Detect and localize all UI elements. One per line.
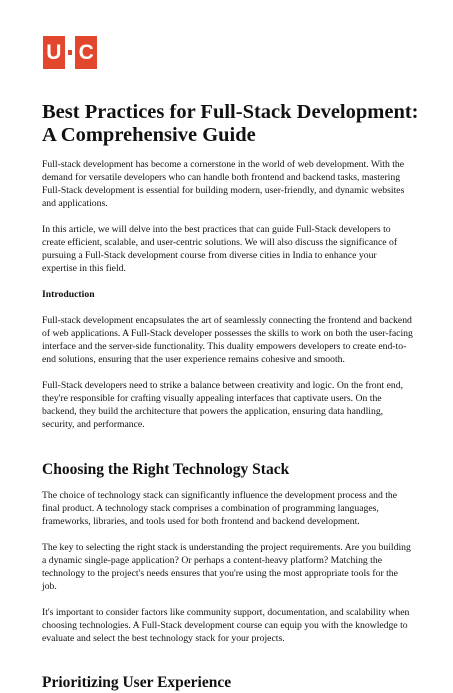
- technology-stack-paragraph-2: The key to selecting the right stack is understanding the project requirements. Are you building a dynamic single-page application? Or perhaps a content-heavy platform? Matching the technology to the project's needs ensures that you're using the most appropriate tools for the job.: [42, 542, 411, 592]
- section-heading-technology-stack: Choosing the Right Technology Stack: [42, 461, 290, 478]
- document-body: [42, 158, 414, 693]
- introduction-paragraph-2: Full-Stack developers need to strike a balance between creativity and logic. On the front end, they're responsible for crafting visually appealing interfaces that captivate users. On the backend, they build the architecture that powers the application, ensuring data handling, security, and performance.: [42, 380, 404, 430]
- introduction-paragraph-1: Full-stack development encapsulates the art of seamlessly connecting the frontend and backend of web applications. A Full-Stack developer possesses the skills to work on both the user-facing interface and the server-side functionality. This duality empowers developers to create end-to-end solutions, ensuring that the user experience remains cohesive and smooth.: [42, 315, 413, 365]
- technology-stack-paragraph-1: The choice of technology stack can significantly influence the development process and the final product. A technology stack comprises a combination of programming languages, frameworks, libraries, and tools used for both frontend and backend development.: [42, 490, 398, 527]
- logo-dot-icon: [68, 50, 73, 55]
- logo-letter-u: U: [43, 36, 65, 69]
- technology-stack-paragraph-3: It's important to consider factors like community support, documentation, and scalability when choosing technologies. A Full-Stack development course can equip you with the knowledge to evaluate and select the best technology stack for your projects.: [42, 607, 410, 644]
- brand-logo: [43, 35, 97, 70]
- section-heading-user-experience: Prioritizing User Experience: [42, 674, 232, 691]
- intro-paragraph-1: Full-stack development has become a cornerstone in the world of web development. With the demand for versatile developers who can handle both frontend and backend tasks, mastering Full-Stack development is essential for building modern, user-friendly, and dynamic websites and applications.: [42, 159, 405, 209]
- intro-paragraph-2: In this article, we will delve into the best practices that can guide Full-Stack developers to create efficient, scalable, and user-centric solutions. We will also discuss the significance of pursuing a Full-Stack development course from diverse cities in India to enhance your expertise in this field.: [42, 224, 398, 274]
- logo-letter-c: C: [75, 36, 97, 69]
- introduction-heading: Introduction: [42, 289, 95, 300]
- document-title: Best Practices for Full-Stack Development: A Comprehensive Guide: [42, 101, 419, 146]
